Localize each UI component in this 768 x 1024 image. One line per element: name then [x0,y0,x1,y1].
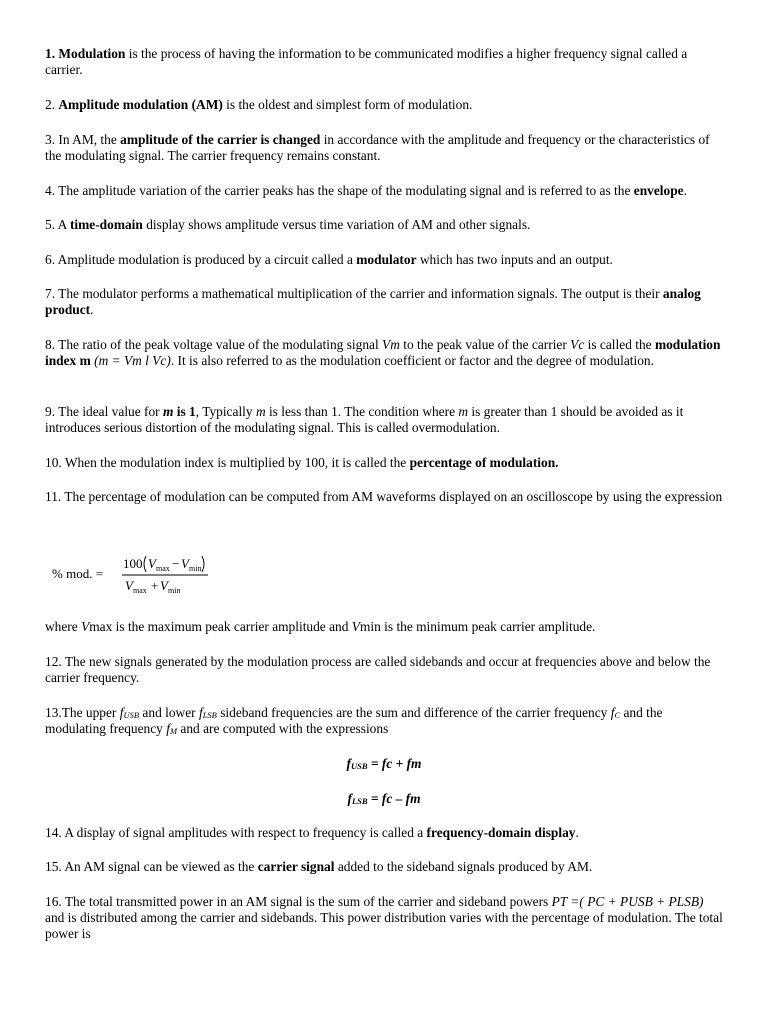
paragraph-6 [45,252,725,268]
bold-term: percentage of modulation. [409,455,559,470]
paragraph-text: and are computed with the expressions [177,721,389,736]
italic-symbol: V [351,619,360,634]
vmax-subscript: max [133,586,147,595]
paragraph-10 [45,455,725,471]
subscript: C [614,710,621,720]
italic-symbol: m [163,404,174,419]
italic-symbol: f [119,705,124,720]
italic-symbol: f [610,705,615,720]
paragraph-text: to the peak value of the carrier [399,337,571,352]
paragraph-text: is the process of having the information to be communicated modifies a higher frequency signal called a carrier. [45,46,688,77]
paragraph-13 [45,705,725,737]
equation-usb [0,756,768,772]
paragraph-text: is less than 1. The condition where [265,404,459,419]
subscript: USB [350,761,368,771]
bold-term: Modulation [58,46,126,61]
paragraph-15 [45,859,725,875]
vmin-subscript: min [168,586,181,595]
italic-symbol: Vm [382,337,400,352]
equation-text: = fc – fm [367,791,421,806]
paragraph-text: added to the sideband signals produced by AM. [334,859,593,874]
paragraph-text: 15. An AM signal can be viewed as the [45,859,258,874]
italic-symbol: Vc [570,337,585,352]
minus-sign: − [172,556,180,571]
paragraph-text: display shows amplitude versus time variation of AM and other signals. [142,217,531,232]
italic-symbol: f [346,756,351,771]
paragraph-3 [45,132,725,164]
paragraph-16 [45,894,725,942]
formula-coefficient: 100 [123,556,143,571]
subscript: USB [123,710,140,720]
subscript: LSB [351,796,368,806]
paragraph-text: 3. In AM, the [45,132,121,147]
paragraph-12 [45,654,725,686]
paragraph-text: and lower [139,705,199,720]
paragraph-text: is the minimum peak carrier amplitude. [380,619,596,634]
bold-term: modulator [356,252,417,267]
paragraph-11 [45,489,725,505]
italic-symbol: f [347,791,352,806]
bold-term: envelope [633,183,684,198]
vmin-symbol: V [181,556,189,571]
vmax-subscript: max [156,564,170,573]
italic-formula: PT =( PC + PUSB + PLSB) [551,894,704,909]
formula-lhs: % mod. = [52,566,104,581]
paragraph-text: 16. The total transmitted power in an AM signal is the sum of the carrier and sideband powers [45,894,552,909]
paragraph-text: sideband frequencies are the sum and difference of the carrier frequency [216,705,611,720]
italic-symbol: f [166,721,170,736]
vmax-symbol: V [148,556,156,571]
italic-symbol: m [458,404,469,419]
paragraph-7 [45,286,725,318]
paragraph-2 [45,97,725,113]
item-number: 2. [45,97,59,112]
paragraph-text: 6. Amplitude modulation is produced by a circuit called a [45,252,357,267]
paragraph-text: 14. A display of signal amplitudes with respect to frequency is called a [45,825,427,840]
paragraph-text: 11. The percentage of modulation can be computed from AM waveforms displayed on an oscilloscope by using the expression [45,489,723,504]
italic-symbol: f [198,705,203,720]
paragraph-1 [45,46,725,78]
vmin-subscript: min [189,564,202,573]
paragraph-text: is the oldest and simplest form of modulation. [222,97,473,112]
paragraph-text: and is distributed among the carrier and sidebands. This power distribution varies with the percentage of modulation. The total power is [45,910,723,941]
paragraph-text: . [90,302,94,317]
paragraph-text: and the modulating frequency [45,705,663,736]
equation-lsb [0,791,768,807]
bold-term: amplitude of the carrier is changed [120,132,321,147]
paragraph-text: 9. The ideal value for [45,404,163,419]
paragraph-text: 10. When the modulation index is multiplied by 100, it is called the [45,455,410,470]
bold-term: Amplitude modulation (AM) [58,97,223,112]
italic-symbol: V [81,619,90,634]
paragraph-text: 12. The new signals generated by the modulation process are called sidebands and occur at frequencies above and below the carrier frequency. [45,654,711,685]
paragraph-where [45,619,725,635]
paragraph-text: 8. The ratio of the peak voltage value of the modulating signal [45,337,383,352]
item-number: 1. [45,46,56,61]
paragraph-text: . [683,183,687,198]
italic-formula: (m = Vm l Vc) [90,353,171,368]
paragraph-text: . It is also referred to as the modulation coefficient or factor and the degree of modulation. [170,353,654,368]
paragraph-4 [45,183,725,199]
subscript: M [169,726,178,736]
bold-term: is 1 [173,404,196,419]
vmin-symbol: V [160,578,168,593]
paragraph-text: 4. The amplitude variation of the carrier peaks has the shape of the modulating signal and is referred to as the [45,183,634,198]
paragraph-text: which has two inputs and an output. [416,252,613,267]
bold-term: analog product [45,286,701,317]
italic-symbol: m [255,404,266,419]
bold-term: modulation index m [45,337,721,368]
paragraph-text: where [45,619,82,634]
subscript: LSB [202,710,217,720]
modulation-percentage-formula [50,548,220,598]
paragraph-14 [45,825,725,841]
paragraph-text: 5. A [45,217,70,232]
plus-sign: + [151,578,159,593]
paragraph-text: is greater than 1 should be avoided as it introduces serious distortion of the modulating signal. This is called overmodulation. [45,404,684,435]
vmax-symbol: V [125,578,133,593]
open-paren [144,556,146,572]
paragraph-5 [45,217,725,233]
bold-term: time-domain [69,217,143,232]
paragraph-text: , Typically [195,404,256,419]
paragraph-text: 13.The upper [45,705,120,720]
paragraph-9 [45,404,725,436]
close-paren [202,556,204,572]
paragraph-text: in accordance with the amplitude and frequency or the characteristics of the modulating signal. The carrier frequency remains constant. [45,132,710,163]
paragraph-text: max [89,619,113,634]
bold-term: frequency-domain display [426,825,576,840]
equation-text: = fc + fm [367,756,422,771]
paragraph-text: min [359,619,381,634]
paragraph-text: . [575,825,579,840]
paragraph-text: is called the [584,337,655,352]
paragraph-8 [45,337,725,369]
paragraph-text: 7. The modulator performs a mathematical multiplication of the carrier and information signals. The output is their [45,286,663,301]
paragraph-text: is the maximum peak carrier amplitude and [112,619,352,634]
bold-term: carrier signal [257,859,335,874]
